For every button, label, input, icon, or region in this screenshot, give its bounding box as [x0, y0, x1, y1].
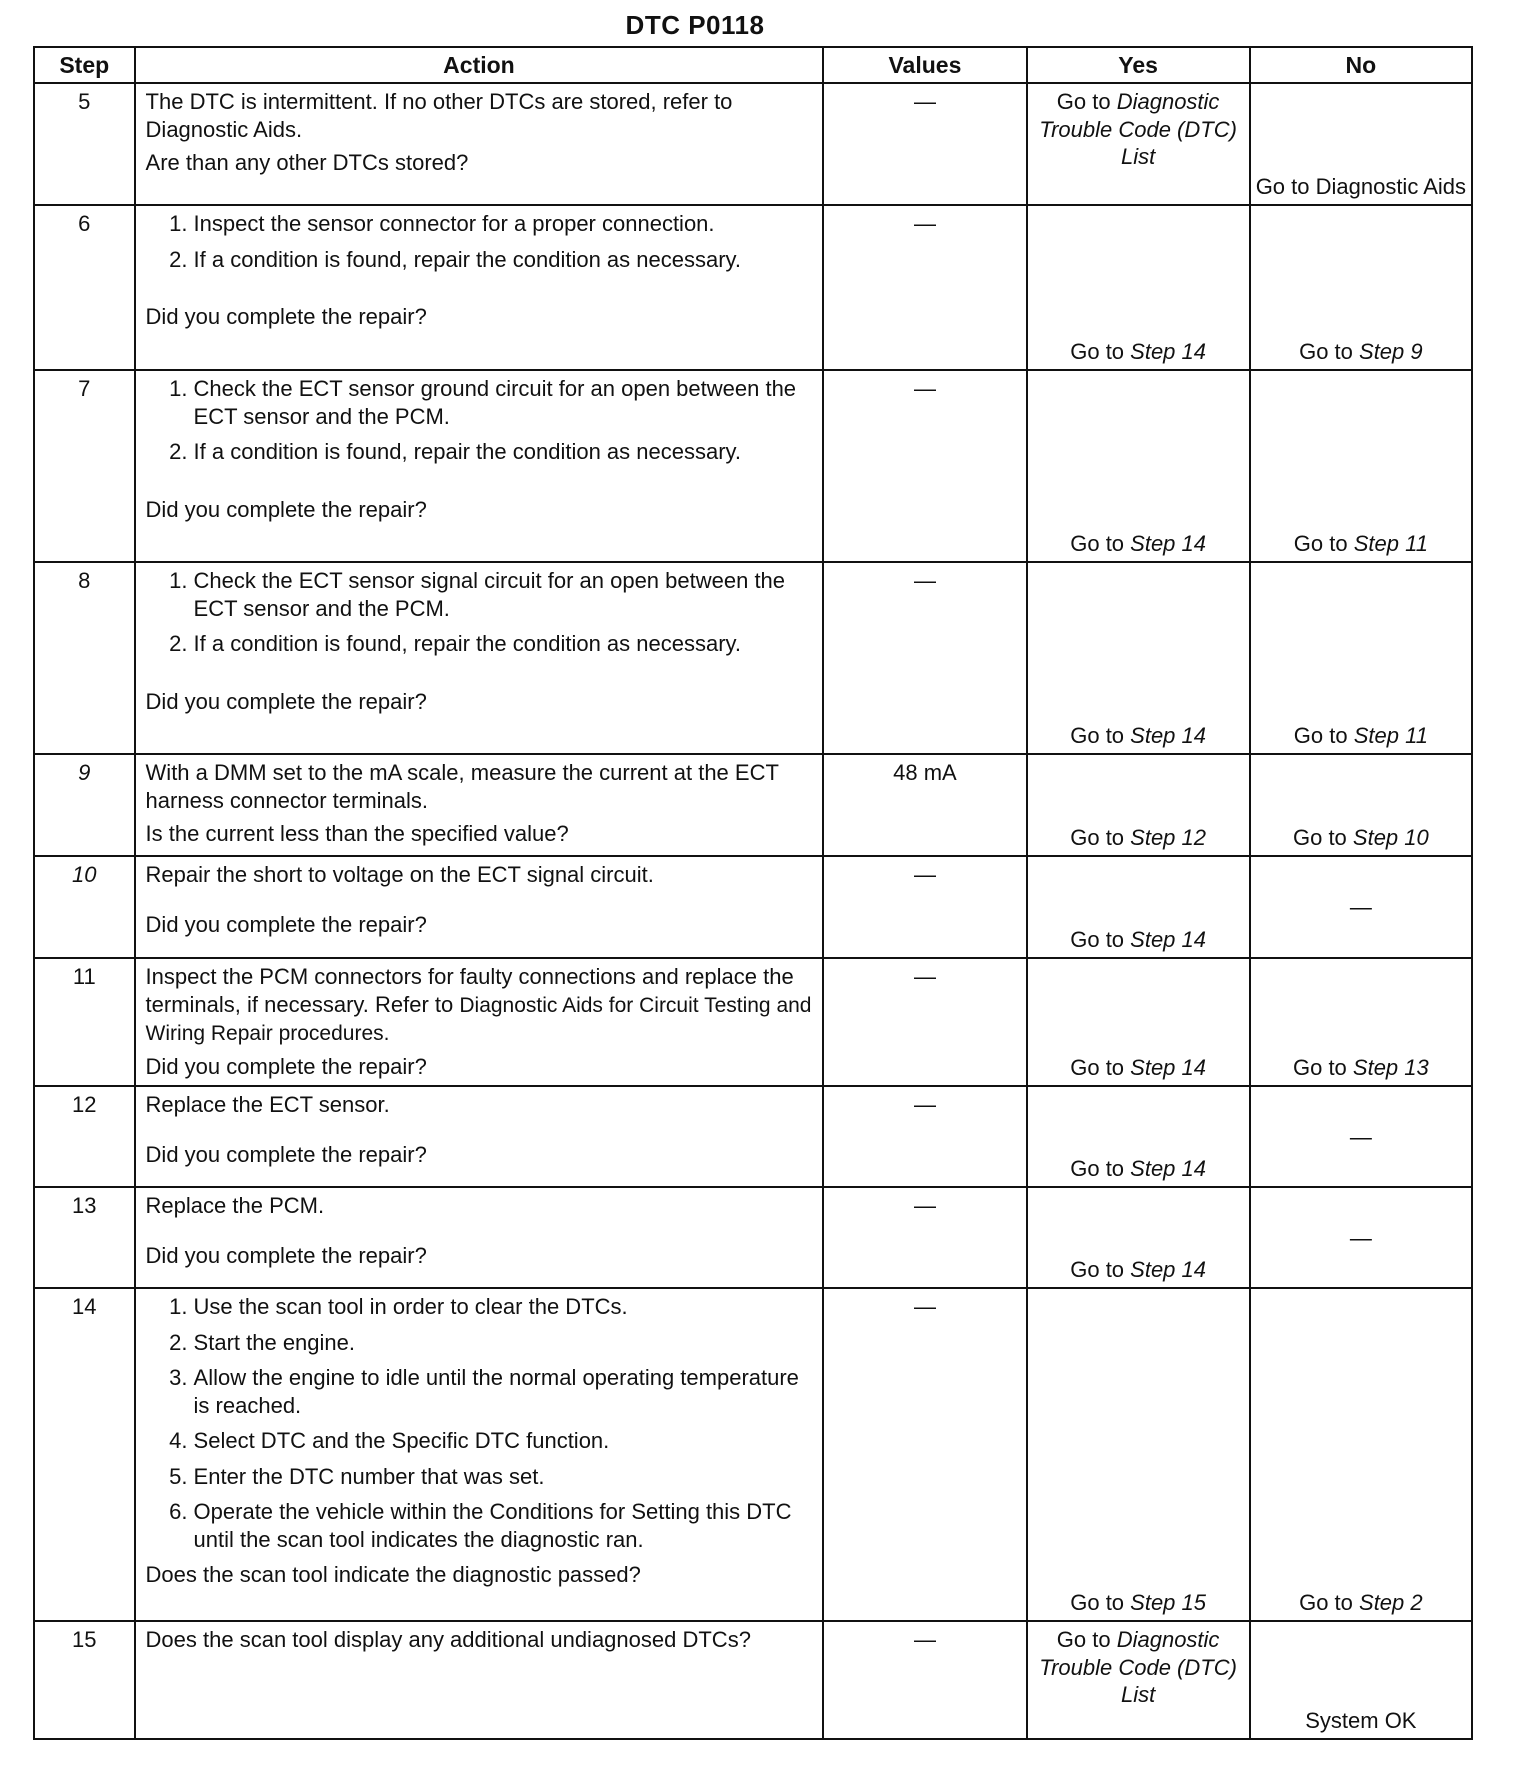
no-link[interactable]: Step 11 — [1353, 722, 1428, 748]
yes-link[interactable]: Step 14 — [1130, 1155, 1206, 1181]
yes-prefix: Go to — [1070, 530, 1131, 556]
action-cell — [135, 1086, 824, 1187]
yes-cell — [1027, 1187, 1250, 1288]
step-number: 15 — [34, 1621, 135, 1739]
table-row — [34, 1086, 1472, 1187]
list-item: 1. Check the ECT sensor ground circuit for an open between the ECT sensor and the PCM. — [194, 375, 813, 430]
step-number: 7 — [34, 370, 135, 562]
list-item: 4. Select DTC and the Specific DTC function. — [194, 1427, 813, 1455]
specified-value: 48 mA — [823, 754, 1026, 856]
yes-cell — [1027, 754, 1250, 856]
action-question: Did you complete the repair? — [145, 688, 427, 714]
action-text: Replace the PCM. — [145, 1193, 325, 1218]
no-cell — [1250, 856, 1472, 958]
no-prefix: Go to — [1293, 530, 1354, 556]
yes-cell — [1027, 1086, 1250, 1187]
yes-prefix: Go to — [1070, 1155, 1131, 1181]
action-question: Did you complete the repair? — [145, 1242, 427, 1268]
list-item: 1. Inspect the sensor connector for a proper connection. — [194, 210, 813, 238]
list-item: 2. If a condition is found, repair the condition as necessary. — [194, 630, 813, 658]
header-values: Values — [823, 47, 1026, 83]
no-prefix: Go to — [1299, 1589, 1360, 1615]
no-value: — — [1349, 1123, 1372, 1149]
step-number: 13 — [34, 1187, 135, 1288]
action-cell — [135, 754, 824, 856]
yes-link[interactable]: Step 14 — [1130, 926, 1206, 952]
action-question: Did you complete the repair? — [145, 911, 427, 937]
yes-cell — [1027, 958, 1250, 1086]
header-action: Action — [135, 47, 824, 83]
header-yes: Yes — [1027, 47, 1250, 83]
values-cell: — — [823, 958, 1026, 1086]
no-link[interactable]: Go to Diagnostic Aids — [1255, 173, 1467, 199]
yes-cell — [1027, 370, 1250, 562]
no-cell — [1250, 1621, 1472, 1739]
yes-prefix: Go to — [1070, 926, 1131, 952]
step-number: 5 — [34, 83, 135, 205]
yes-prefix: Go to — [1056, 89, 1117, 114]
no-cell — [1250, 1187, 1472, 1288]
no-result: System OK — [1305, 1707, 1417, 1733]
action-list — [146, 210, 813, 273]
no-cell — [1250, 1086, 1472, 1187]
step-number: 10 — [34, 856, 135, 958]
table-row — [34, 1288, 1472, 1621]
yes-cell — [1027, 205, 1250, 370]
yes-link[interactable]: Diagnostic Trouble Code (DTC) List — [1039, 89, 1237, 169]
no-cell — [1250, 754, 1472, 856]
action-question: Did you complete the repair? — [145, 1141, 427, 1167]
yes-prefix: Go to — [1056, 1627, 1117, 1652]
yes-link[interactable]: Step 14 — [1130, 530, 1206, 556]
yes-link[interactable]: Step 14 — [1130, 1054, 1206, 1080]
table-row — [34, 562, 1472, 754]
table-row — [34, 754, 1472, 856]
action-list — [146, 567, 813, 658]
yes-link[interactable]: Step 14 — [1130, 1256, 1206, 1282]
action-question: Is the current less than the specified value? — [145, 821, 569, 846]
no-cell — [1250, 958, 1472, 1086]
action-list — [146, 1293, 813, 1553]
action-cell — [135, 562, 824, 754]
action-cell — [135, 958, 824, 1086]
values-cell: — — [823, 1187, 1026, 1288]
action-question: Are than any other DTCs stored? — [145, 150, 469, 175]
no-prefix: Go to — [1292, 1054, 1353, 1080]
no-link[interactable]: Step 2 — [1359, 1589, 1423, 1615]
table-row — [34, 1187, 1472, 1288]
yes-prefix: Go to — [1070, 338, 1131, 364]
list-item: 5. Enter the DTC number that was set. — [194, 1463, 813, 1491]
action-question: Does the scan tool display any additional undiagnosed DTCs? — [145, 1627, 751, 1652]
list-item: 1. Check the ECT sensor signal circuit for an open between the ECT sensor and the PCM. — [194, 567, 813, 622]
step-number: 11 — [34, 958, 135, 1086]
action-text: Replace the ECT sensor. — [145, 1092, 390, 1117]
values-cell: — — [823, 1288, 1026, 1621]
action-text: With a DMM set to the mA scale, measure the current at the ECT harness connector terminals. — [145, 760, 779, 813]
action-question: Did you complete the repair? — [145, 496, 427, 522]
yes-link[interactable]: Step 15 — [1130, 1589, 1206, 1615]
values-cell: — — [823, 856, 1026, 958]
no-link[interactable]: Step 10 — [1352, 824, 1429, 850]
list-item: 2. If a condition is found, repair the condition as necessary. — [194, 438, 813, 466]
list-item: 1. Use the scan tool in order to clear the DTCs. — [194, 1293, 813, 1321]
values-cell: — — [823, 370, 1026, 562]
action-text: The DTC is intermittent. If no other DTCs are stored, refer to Diagnostic Aids. — [145, 89, 733, 142]
yes-prefix: Go to — [1070, 722, 1131, 748]
no-value: — — [1349, 1224, 1372, 1250]
action-text: Repair the short to voltage on the ECT signal circuit. — [145, 862, 654, 887]
yes-prefix: Go to — [1070, 1589, 1131, 1615]
table-row — [34, 856, 1472, 958]
no-link[interactable]: Step 11 — [1353, 530, 1428, 556]
action-text-a: Inspect the PCM connectors for faulty connections and replace the terminals, if necessary. Refer to — [145, 964, 794, 1017]
no-cell — [1250, 83, 1472, 205]
action-question: Did you complete the repair? — [145, 1054, 427, 1079]
yes-cell — [1027, 83, 1250, 205]
action-list — [146, 375, 813, 466]
yes-prefix: Go to — [1070, 824, 1131, 850]
yes-cell — [1027, 1621, 1250, 1739]
values-cell: — — [823, 562, 1026, 754]
step-number: 12 — [34, 1086, 135, 1187]
yes-cell — [1027, 856, 1250, 958]
no-value: — — [1349, 894, 1372, 920]
yes-cell — [1027, 562, 1250, 754]
action-cell — [135, 1288, 824, 1621]
step-number: 8 — [34, 562, 135, 754]
step-number: 9 — [34, 754, 135, 856]
step-number: 14 — [34, 1288, 135, 1621]
values-cell: — — [823, 1621, 1026, 1739]
yes-link[interactable]: Step 14 — [1130, 722, 1206, 748]
no-link[interactable]: Step 9 — [1359, 338, 1423, 364]
page-title: DTC P0118 — [625, 10, 765, 40]
list-item: 2. If a condition is found, repair the condition as necessary. — [194, 246, 813, 274]
action-cell — [135, 205, 824, 370]
no-prefix: Go to — [1292, 824, 1353, 850]
no-cell — [1250, 1288, 1472, 1621]
table-row — [34, 958, 1472, 1086]
no-cell — [1250, 205, 1472, 370]
header-row — [34, 47, 1472, 83]
yes-link[interactable]: Step 12 — [1130, 824, 1206, 850]
yes-prefix: Go to — [1070, 1256, 1131, 1282]
no-prefix: Go to — [1293, 722, 1354, 748]
header-step: Step — [34, 47, 135, 83]
no-cell — [1250, 562, 1472, 754]
yes-link[interactable]: Step 14 — [1130, 338, 1206, 364]
table-row — [34, 83, 1472, 205]
action-cell — [135, 856, 824, 958]
no-link[interactable]: Step 13 — [1352, 1054, 1429, 1080]
list-item: 6. Operate the vehicle within the Conditions for Setting this DTC until the scan tool indicates the diagnostic ran. — [194, 1498, 813, 1553]
action-cell — [135, 83, 824, 205]
step-number: 6 — [34, 205, 135, 370]
values-cell: — — [823, 83, 1026, 205]
table-row — [34, 370, 1472, 562]
yes-link[interactable]: Diagnostic Trouble Code (DTC) List — [1039, 1627, 1237, 1707]
action-cell — [135, 370, 824, 562]
action-text — [146, 963, 813, 1047]
values-cell: — — [823, 1086, 1026, 1187]
yes-cell — [1027, 1288, 1250, 1621]
no-prefix: Go to — [1299, 338, 1360, 364]
table-row — [34, 205, 1472, 370]
list-item: 3. Allow the engine to idle until the normal operating temperature is reached. — [194, 1364, 813, 1419]
action-text-b: Diagnostic Aids for Circuit Testing and Wiring Repair procedures. — [145, 993, 812, 1045]
action-question: Does the scan tool indicate the diagnostic passed? — [145, 1562, 641, 1587]
header-no: No — [1250, 47, 1472, 83]
action-cell — [135, 1187, 824, 1288]
list-item: 2. Start the engine. — [194, 1329, 813, 1357]
table-row — [34, 1621, 1472, 1739]
values-cell: — — [823, 205, 1026, 370]
action-question: Did you complete the repair? — [145, 304, 427, 329]
no-cell — [1250, 370, 1472, 562]
action-cell — [135, 1621, 824, 1739]
dtc-table — [33, 46, 1473, 1740]
yes-prefix: Go to — [1070, 1054, 1131, 1080]
